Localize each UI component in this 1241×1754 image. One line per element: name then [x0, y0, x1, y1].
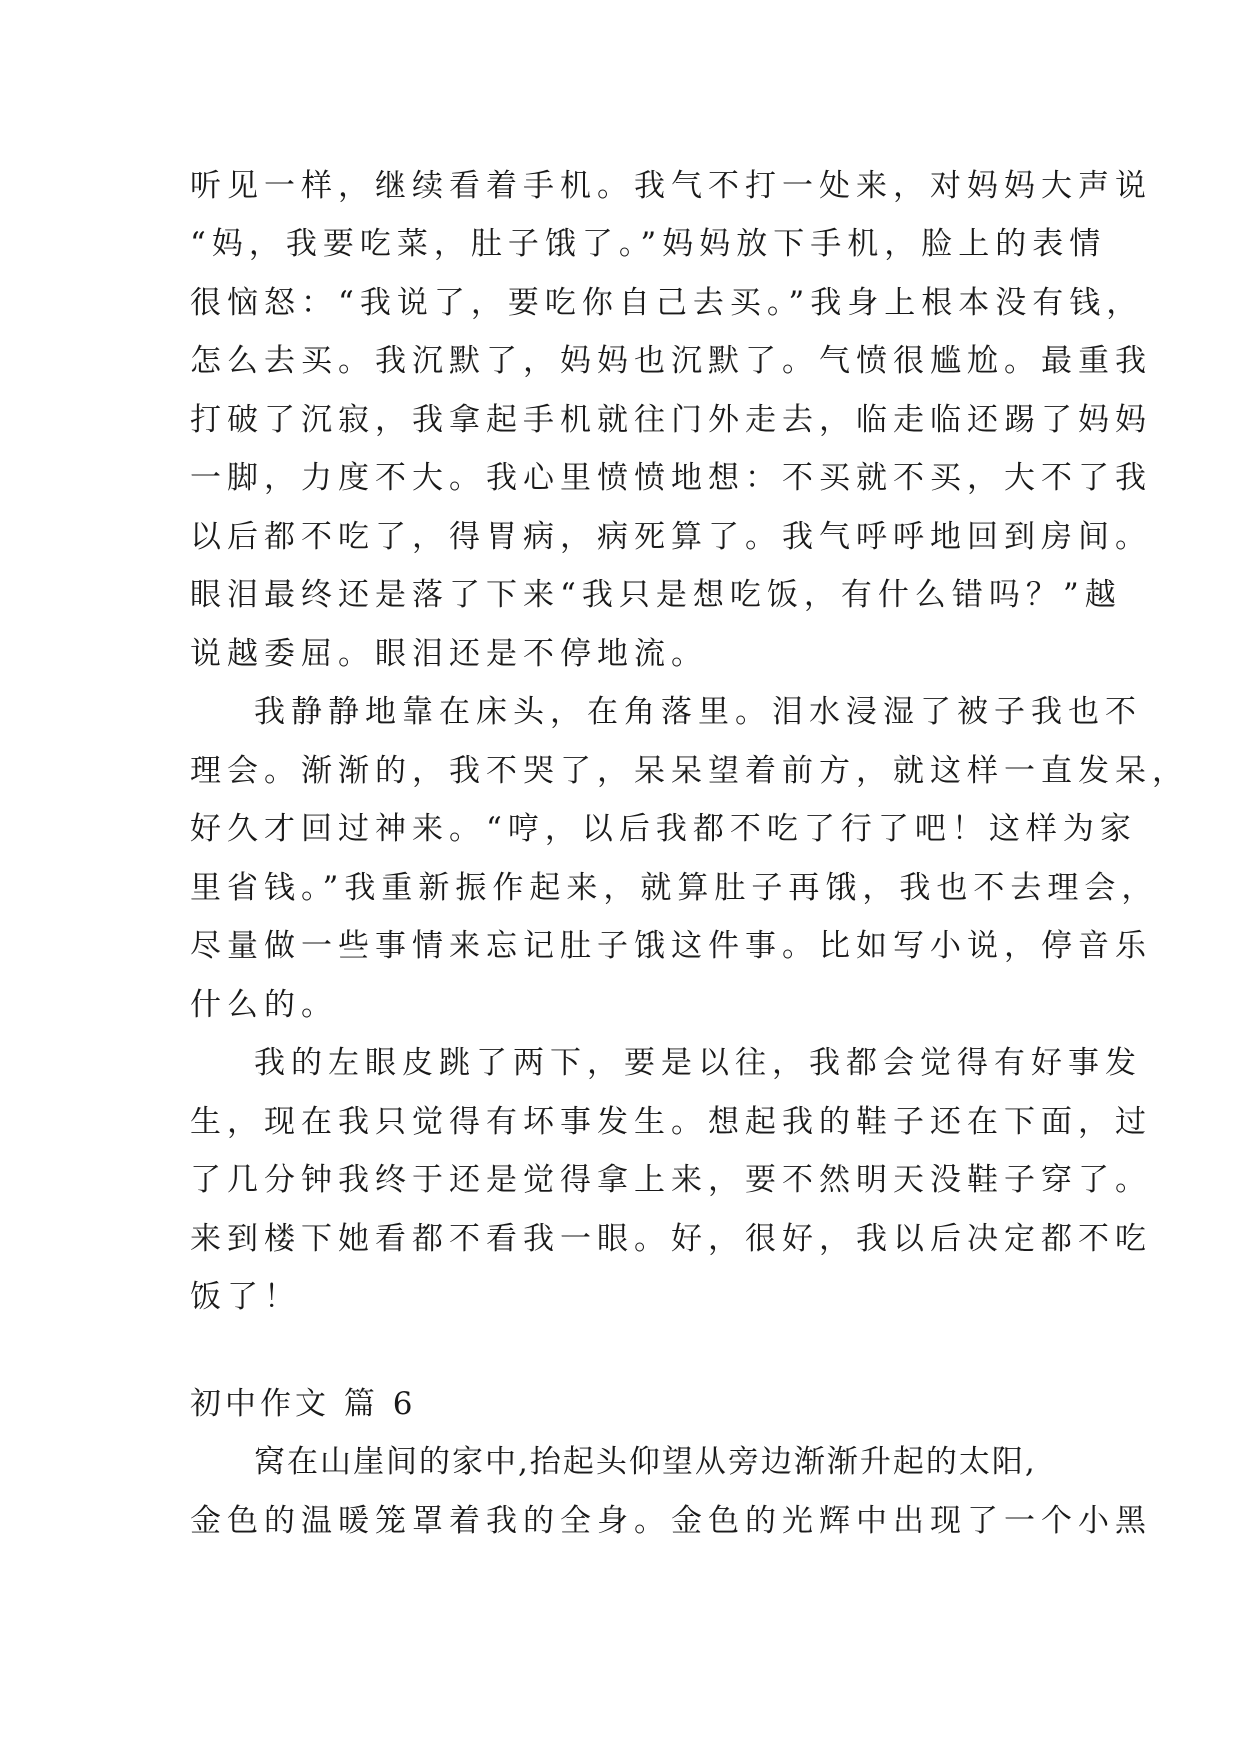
- text-line: 了几分钟我终于还是觉得拿上来，要不然明天没鞋子穿了。: [190, 1162, 1152, 1198]
- text-line: 说越委屈。眼泪还是不停地流。: [190, 636, 708, 672]
- text-line: 好久才回过神来。“哼，以后我都不吃了行了吧！这样为家: [190, 811, 1137, 847]
- text-line: 听见一样，继续看着手机。我气不打一处来，对妈妈大声说: [190, 168, 1152, 204]
- text-line: 打破了沉寂，我拿起手机就往门外走去，临走临还踢了妈妈: [190, 402, 1152, 438]
- text-line: 一脚，力度不大。我心里愤愤地想：不买就不买，大不了我: [190, 460, 1152, 496]
- text-line: 来到楼下她看都不看我一眼。好，很好，我以后决定都不吃: [190, 1221, 1152, 1257]
- section-heading: 初中作文 篇 6: [190, 1386, 417, 1422]
- text-line: 尽量做一些事情来忘记肚子饿这件事。比如写小说，停音乐: [190, 928, 1152, 964]
- text-line: 眼泪最终还是落了下来“我只是想吃饭，有什么错吗？”越: [190, 577, 1122, 613]
- text-line: 我的左眼皮跳了两下，要是以往，我都会觉得有好事发: [254, 1045, 1142, 1081]
- text-line: “妈，我要吃菜，肚子饿了。”妈妈放下手机，脸上的表情: [190, 226, 1107, 262]
- text-line: 饭了！: [190, 1279, 301, 1315]
- text-line: 什么的。: [190, 987, 338, 1023]
- text-line: 里省钱。”我重新振作起来，就算肚子再饿，我也不去理会，: [190, 870, 1159, 906]
- text-line: 理会。渐渐的，我不哭了，呆呆望着前方，就这样一直发呆，: [190, 753, 1189, 789]
- text-line: 很恼怒：“我说了，要吃你自己去买。”我身上根本没有钱，: [190, 285, 1144, 321]
- text-line: 怎么去买。我沉默了，妈妈也沉默了。气愤很尴尬。最重我: [190, 343, 1152, 379]
- text-line: 我静静地靠在床头，在角落里。泪水浸湿了被子我也不: [254, 694, 1142, 730]
- text-line: 以后都不吃了，得胃病，病死算了。我气呼呼地回到房间。: [190, 519, 1152, 555]
- text-line: 窝在山崖间的家中,抬起头仰望从旁边渐渐升起的太阳,: [254, 1444, 1037, 1480]
- text-line: 金色的温暖笼罩着我的全身。金色的光辉中出现了一个小黑: [190, 1503, 1152, 1539]
- text-line: 生，现在我只觉得有坏事发生。想起我的鞋子还在下面，过: [190, 1104, 1152, 1140]
